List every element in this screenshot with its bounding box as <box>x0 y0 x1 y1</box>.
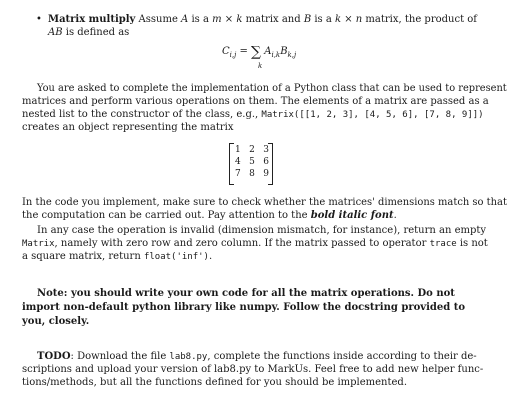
bold-italic-phrase: bold italic font <box>310 210 394 221</box>
sum-symbol: ∑ <box>251 44 262 60</box>
para1-line-3: nested list to the constructor of the class, e.g., Matrix([[1, 2, 3], [4, 5, 6], [7, 8, 9]]) <box>22 109 484 120</box>
code-example: Matrix([[1, 2, 3], [4, 5, 6], [7, 8, 9]]) <box>261 110 484 120</box>
para3-line-3: a square matrix, return float('inf'). <box>22 251 213 262</box>
para3-line-1: In any case the operation is invalid (dimension mismatch, for instance), return an empty <box>37 225 487 236</box>
product-formula: $C_{i,j}$ = ∑ $A_{i,k}B_{k,j}$ k <box>222 44 297 70</box>
todo-line-2: scriptions and upload your version of lab8.py to MarkUs. Feel free to add new helper func- <box>22 364 484 375</box>
matrix-left-bracket <box>229 143 234 185</box>
para2-line-2: the computation can be carried out. Pay attention to the bold italic font. <box>22 210 397 221</box>
intro-line-1: Matrix multiply Assume A is a m × k matrix and B is a k × n matrix, the product of <box>48 14 477 25</box>
todo-label: TODO <box>37 351 71 362</box>
matrix-row: 7 8 9 <box>235 169 269 179</box>
bullet-marker: • <box>36 14 42 25</box>
note-line-2: import non-default python library like numpy. Follow the docstring provided to <box>22 302 465 313</box>
matrix-row: 4 5 6 <box>235 157 269 167</box>
note-line-1: Note: you should write your own code for all the matrix operations. Do not <box>37 288 455 299</box>
sum-index: k <box>258 62 263 70</box>
section-heading: Matrix multiply <box>48 14 136 25</box>
para3-line-2: Matrix, namely with zero row and zero column. If the matrix passed to operator trace is not <box>22 238 488 249</box>
para2-line-1: In the code you implement, make sure to check whether the matrices' dimensions match so that <box>22 197 507 208</box>
note-line-3: you, closely. <box>22 316 90 327</box>
matrix-row: 1 2 3 <box>235 145 269 155</box>
para1-line-1: You are asked to complete the implementation of a Python class that can be used to represent <box>37 83 507 94</box>
example-matrix <box>229 143 273 183</box>
todo-line-1: TODO: Download the file lab8.py, complete the functions inside according to their de- <box>37 351 477 362</box>
para1-line-4: creates an object representing the matrix <box>22 122 234 133</box>
todo-line-3: tions/methods, but all the functions defined for you should be implemented. <box>22 377 408 388</box>
intro-line-2: AB is defined as <box>48 27 130 38</box>
para1-line-2: matrices and perform various operations on them. The elements of a matrix are passed as a <box>22 96 489 107</box>
